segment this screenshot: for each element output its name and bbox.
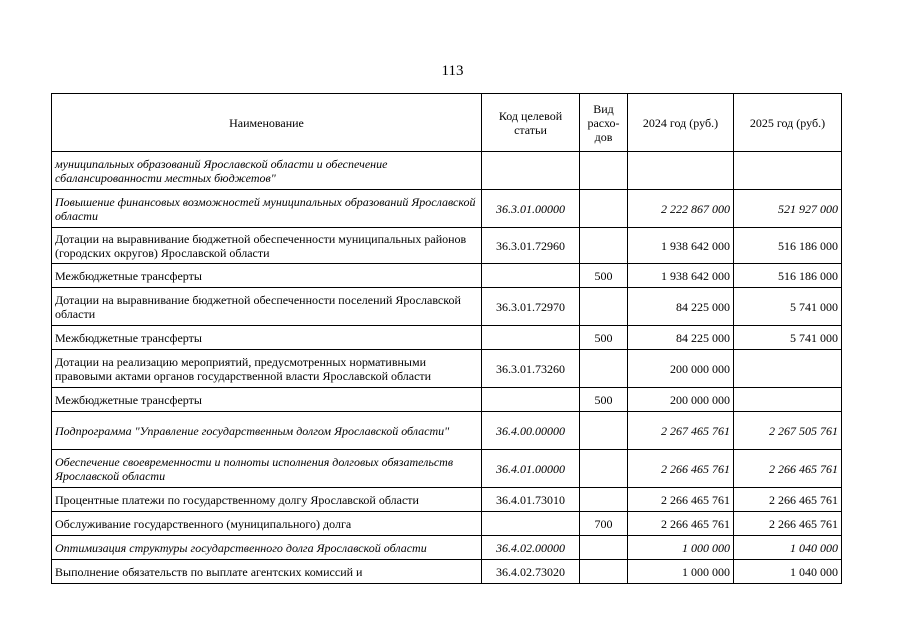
row-2025: 1 040 000 xyxy=(734,536,842,560)
table-row xyxy=(52,488,842,512)
row-2025 xyxy=(734,388,842,412)
row-name: Подпрограмма "Управление государственным долгом Ярославской области" xyxy=(52,412,482,450)
table-row xyxy=(52,228,842,264)
row-2024: 2 266 465 761 xyxy=(628,488,734,512)
row-name: муниципальных образований Ярославской области и обеспечение сбалансированности местных бюджетов" xyxy=(52,152,482,190)
row-2024: 84 225 000 xyxy=(628,288,734,326)
row-2024: 1 000 000 xyxy=(628,536,734,560)
row-name: Дотации на выравнивание бюджетной обеспеченности поселений Ярославской области xyxy=(52,288,482,326)
row-2025: 2 267 505 761 xyxy=(734,412,842,450)
table-row xyxy=(52,152,842,190)
table-row xyxy=(52,264,842,288)
row-type: 500 xyxy=(580,326,628,350)
row-name: Повышение финансовых возможностей муниципальных образований Ярославской области xyxy=(52,190,482,228)
row-type xyxy=(580,450,628,488)
table-row xyxy=(52,288,842,326)
row-type xyxy=(580,560,628,584)
row-2025: 5 741 000 xyxy=(734,326,842,350)
row-2025: 2 266 465 761 xyxy=(734,450,842,488)
row-code xyxy=(482,152,580,190)
row-2025 xyxy=(734,152,842,190)
row-code: 36.4.00.00000 xyxy=(482,412,580,450)
row-name: Выполнение обязательств по выплате агентских комиссий и xyxy=(52,560,482,584)
row-2024: 84 225 000 xyxy=(628,326,734,350)
row-name: Обеспечение своевременности и полноты исполнения долговых обязательств Ярославской области xyxy=(52,450,482,488)
row-2025: 516 186 000 xyxy=(734,228,842,264)
row-code xyxy=(482,512,580,536)
header-code: Код целевой статьи xyxy=(482,94,580,152)
row-type xyxy=(580,536,628,560)
table-row xyxy=(52,412,842,450)
row-code: 36.4.01.73010 xyxy=(482,488,580,512)
row-code: 36.4.02.73020 xyxy=(482,560,580,584)
row-code: 36.3.01.72970 xyxy=(482,288,580,326)
row-name: Процентные платежи по государственному долгу Ярославской области xyxy=(52,488,482,512)
row-type xyxy=(580,350,628,388)
header-2025: 2025 год (руб.) xyxy=(734,94,842,152)
row-2025: 2 266 465 761 xyxy=(734,488,842,512)
row-type: 500 xyxy=(580,264,628,288)
row-2025: 516 186 000 xyxy=(734,264,842,288)
row-2024 xyxy=(628,152,734,190)
row-2024: 1 000 000 xyxy=(628,560,734,584)
row-code xyxy=(482,264,580,288)
table-row xyxy=(52,512,842,536)
row-name: Межбюджетные трансферты xyxy=(52,388,482,412)
row-2025 xyxy=(734,350,842,388)
row-name: Оптимизация структуры государственного долга Ярославской области xyxy=(52,536,482,560)
row-2024: 2 222 867 000 xyxy=(628,190,734,228)
row-code xyxy=(482,388,580,412)
row-2024: 2 266 465 761 xyxy=(628,450,734,488)
row-code: 36.4.02.00000 xyxy=(482,536,580,560)
table-row xyxy=(52,536,842,560)
row-name: Дотации на выравнивание бюджетной обеспеченности муниципальных районов (городских округов) Ярославской области xyxy=(52,228,482,264)
row-2025: 1 040 000 xyxy=(734,560,842,584)
row-code xyxy=(482,326,580,350)
row-2024: 2 267 465 761 xyxy=(628,412,734,450)
row-type xyxy=(580,412,628,450)
row-type xyxy=(580,190,628,228)
header-name: Наименование xyxy=(52,94,482,152)
row-type xyxy=(580,288,628,326)
table-header-row xyxy=(52,94,842,152)
row-name: Межбюджетные трансферты xyxy=(52,264,482,288)
table-row xyxy=(52,350,842,388)
row-code: 36.3.01.72960 xyxy=(482,228,580,264)
row-code: 36.3.01.00000 xyxy=(482,190,580,228)
row-2025: 521 927 000 xyxy=(734,190,842,228)
page-number: 113 xyxy=(441,63,464,79)
row-name: Межбюджетные трансферты xyxy=(52,326,482,350)
row-code: 36.3.01.73260 xyxy=(482,350,580,388)
table-row xyxy=(52,190,842,228)
row-type: 500 xyxy=(580,388,628,412)
row-name: Дотации на реализацию мероприятий, предусмотренных нормативными правовыми актами органов государственной власти Ярославской области xyxy=(52,350,482,388)
row-2024: 2 266 465 761 xyxy=(628,512,734,536)
table-row xyxy=(52,326,842,350)
row-type: 700 xyxy=(580,512,628,536)
row-2025: 5 741 000 xyxy=(734,288,842,326)
header-expense-type: Вид расхо-дов xyxy=(580,94,628,152)
row-2024: 200 000 000 xyxy=(628,388,734,412)
row-type xyxy=(580,228,628,264)
row-2025: 2 266 465 761 xyxy=(734,512,842,536)
table-row xyxy=(52,450,842,488)
table-row xyxy=(52,388,842,412)
row-name: Обслуживание государственного (муниципального) долга xyxy=(52,512,482,536)
budget-table xyxy=(51,93,842,584)
row-2024: 200 000 000 xyxy=(628,350,734,388)
row-type xyxy=(580,488,628,512)
row-type xyxy=(580,152,628,190)
header-2024: 2024 год (руб.) xyxy=(628,94,734,152)
table-row xyxy=(52,560,842,584)
row-2024: 1 938 642 000 xyxy=(628,264,734,288)
row-code: 36.4.01.00000 xyxy=(482,450,580,488)
row-2024: 1 938 642 000 xyxy=(628,228,734,264)
